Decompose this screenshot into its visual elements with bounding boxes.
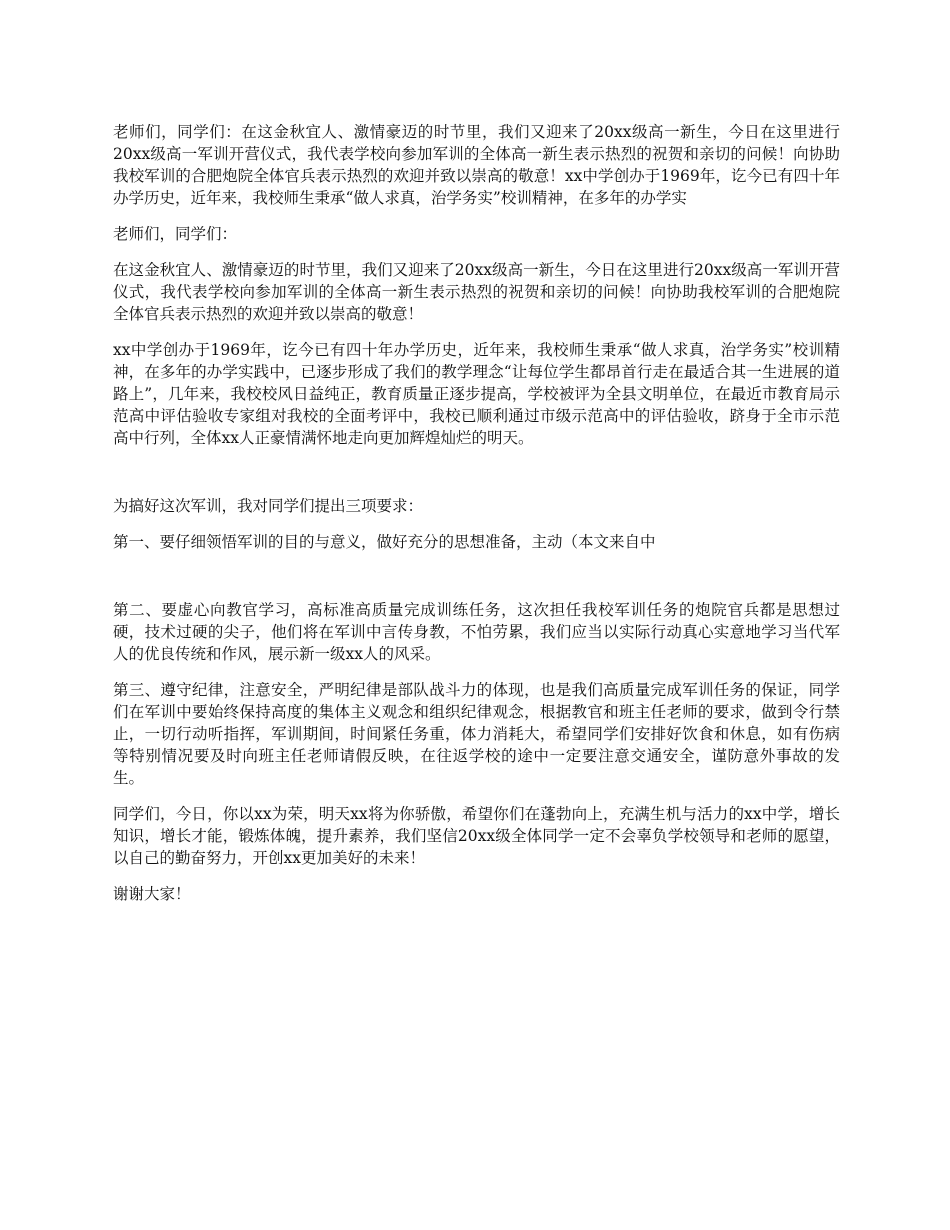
document-body xyxy=(113,121,840,919)
paragraph-salutation: 老师们，同学们： xyxy=(113,225,238,243)
paragraph-opening-summary: 老师们，同学们：在这金秋宜人、激情豪迈的时节里，我们又迎来了20xx级高一新生，今日在这里进行20xx级高一军训开营仪式，我代表学校向参加军训的全体高一新生表示热烈的祝贺和亲切的问候！向协助我校军训的合肥炮院全体官兵表示热烈的欢迎并致以崇高的敬意！xx中学创办于1969年，讫今已有四十年办学历史，近年来，我校师生秉承“做人求真，治学务实”校训精神，在多年的办学实 xyxy=(113,123,840,207)
paragraph-school-history: xx中学创办于1969年，讫今已有四十年办学历史，近年来，我校师生秉承“做人求真，治学务实”校训精神，在多年的办学实践中，已逐步形成了我们的教学理念“让每位学生都昂首行走在最适合其一生进展的道路上”，几年来，我校校风日益纯正，教育质量正逐步提高，学校被评为全县文明单位，在最近市教育局示范高中评估验收专家组对我校的全面考评中，我校已顺利通过市级示范高中的评估验收，跻身于全市示范高中行列，全体xx人正豪情满怀地走向更加辉煌灿烂的明天。 xyxy=(113,341,840,447)
paragraph-thanks: 谢谢大家！ xyxy=(113,885,191,903)
paragraph-requirements-intro: 为搞好这次军训，我对同学们提出三项要求： xyxy=(113,497,424,515)
paragraph-requirement-second: 第二、要虚心向教官学习，高标准高质量完成训练任务，这次担任我校军训任务的炮院官兵都是思想过硬，技术过硬的尖子，他们将在军训中言传身教，不怕劳累，我们应当以实际行动真心实意地学习当代军人的优良传统和作风，展示新一级xx人的风采。 xyxy=(113,601,840,663)
paragraph-requirement-first: 第一、要仔细领悟军训的目的与意义，做好充分的思想准备，主动（本文来自中 xyxy=(113,533,656,551)
paragraph-closing-wishes: 同学们，今日，你以xx为荣，明天xx将为你骄傲，希望你们在蓬勃向上，充满生机与活力的xx中学，增长知识，增长才能，锻炼体魄，提升素养，我们坚信20xx级全体同学一定不会辜负学校领导和老师的愿望，以自己的勤奋努力，开创xx更加美好的未来！ xyxy=(113,805,840,867)
paragraph-requirement-third: 第三、遵守纪律，注意安全，严明纪律是部队战斗力的体现，也是我们高质量完成军训任务的保证，同学们在军训中要始终保持高度的集体主义观念和组织纪律观念，根据教官和班主任老师的要求，做到令行禁止，一切行动听指挥，军训期间，时间紧任务重，体力消耗大，希望同学们安排好饮食和休息，如有伤病等特别情况要及时向班主任老师请假反映，在往返学校的途中一定要注意交通安全，谨防意外事故的发生。 xyxy=(113,681,840,787)
paragraph-welcome: 在这金秋宜人、激情豪迈的时节里，我们又迎来了20xx级高一新生，今日在这里进行20xx级高一军训开营仪式，我代表学校向参加军训的全体高一新生表示热烈的祝贺和亲切的问候！向协助我校军训的合肥炮院全体官兵表示热烈的欢迎并致以崇高的敬意！ xyxy=(113,261,840,323)
